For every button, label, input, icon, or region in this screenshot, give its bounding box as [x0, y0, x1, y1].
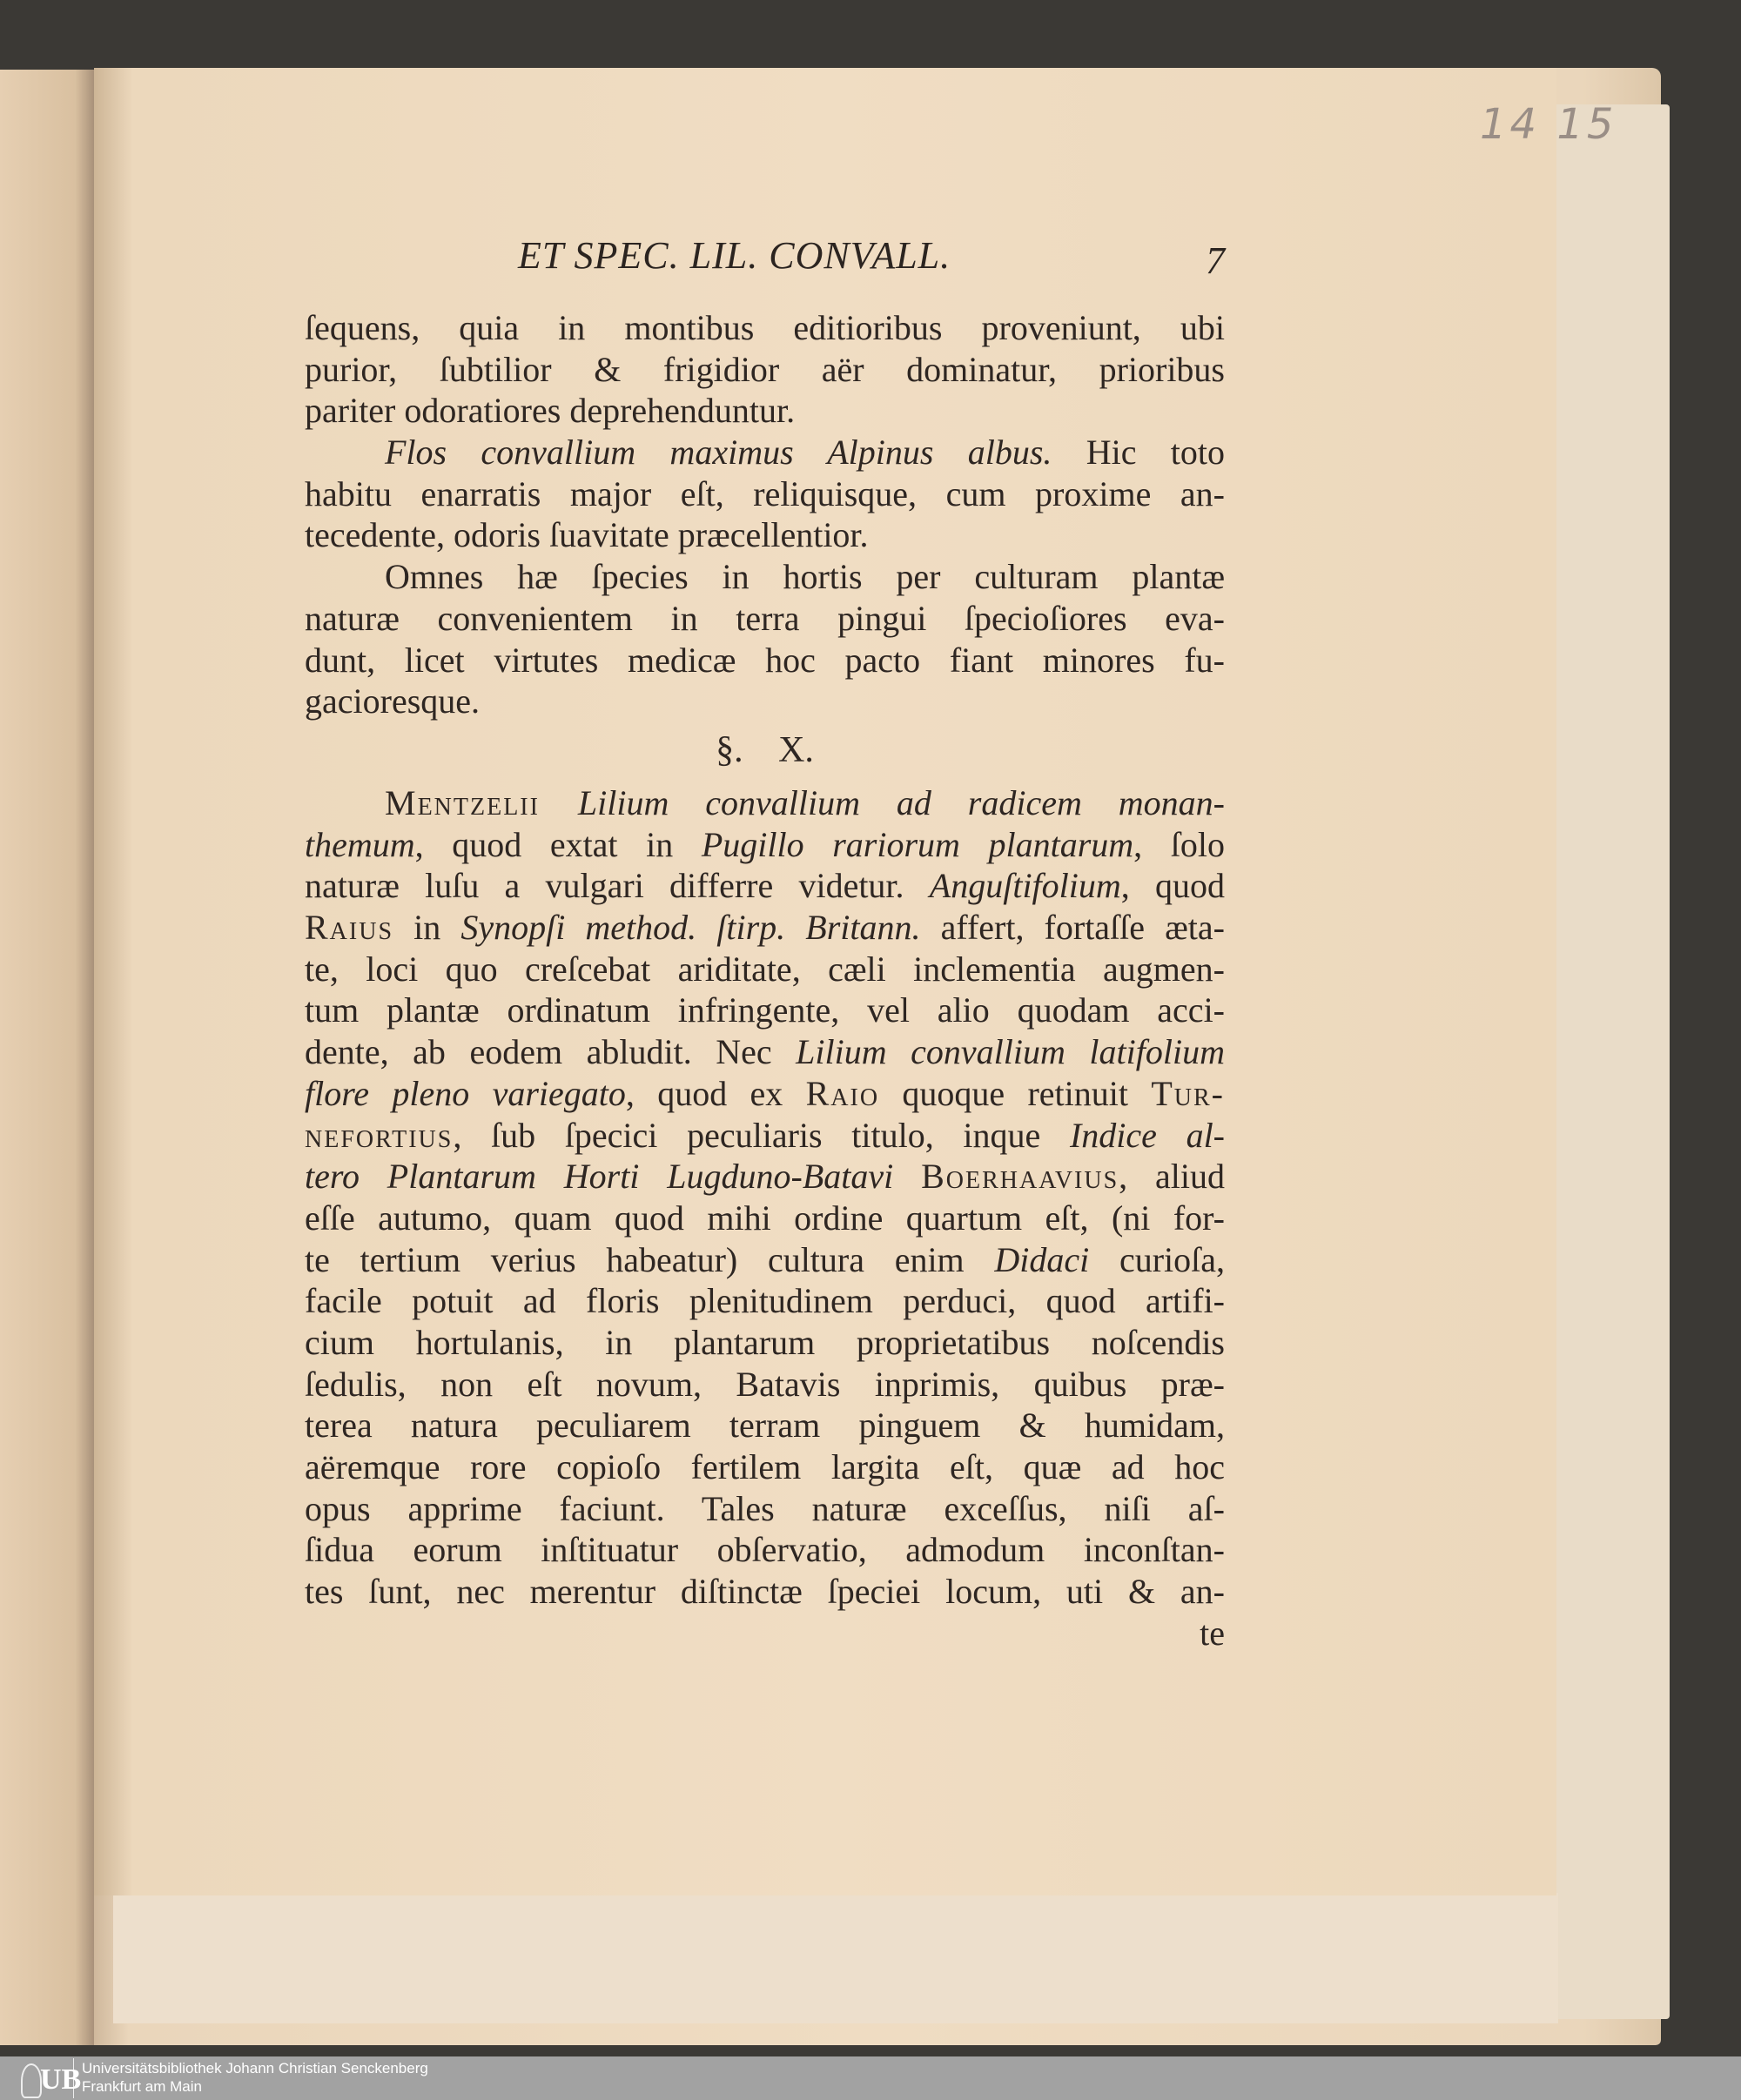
text-run: , quod extat in [414, 824, 702, 864]
text-run: te, loci quo creſcebat ariditate, cæli inclementia augmen- [305, 949, 1225, 989]
running-head [305, 233, 1225, 282]
text-line [305, 1156, 1225, 1198]
text-run: tum plantæ ordinatum infringente, vel alio quodam acci- [305, 990, 1225, 1030]
small-caps-name: Raio [805, 1073, 880, 1113]
italic-text: Lilium convallium ad radicem monan- [577, 783, 1226, 822]
text-line [305, 1446, 1225, 1488]
text-line [305, 1239, 1225, 1281]
text-run: aëremque rore copioſo fertilem largita eſt, quæ ad hoc [305, 1447, 1225, 1486]
small-caps-name: Boerhaavius [921, 1157, 1119, 1197]
small-caps-name: Tur- [1151, 1073, 1225, 1113]
text-line [305, 1364, 1225, 1406]
text-run: facile potuit ad floris plenitudinem perduci, quod artifi- [305, 1281, 1225, 1321]
text-run: ſequens, quia in montibus editioribus proveniunt, ubi [305, 308, 1225, 347]
text-run: te tertium verius habeatur) cultura enim [305, 1239, 995, 1279]
text-line [305, 1198, 1225, 1239]
library-footer-bar [0, 2056, 1741, 2100]
text-line [305, 949, 1225, 990]
small-caps-name: nefortius [305, 1115, 454, 1155]
text-run: purior, ſubtilior & frigidior aër dominatur, prioribus [305, 349, 1225, 389]
library-logo [3, 2058, 82, 2098]
previous-page-edge [0, 70, 94, 2045]
handwritten-folio-note: 14 15 [1480, 100, 1617, 149]
text-run: naturæ convenientem in terra pingui ſpecioſiores eva- [305, 598, 1225, 638]
text-run: , ſub ſpecici peculiaris titulo, inque [453, 1115, 1070, 1155]
small-caps-name: Raius [305, 908, 394, 948]
text-line [305, 514, 1225, 556]
section-heading: §. X. [716, 730, 814, 770]
text-line [305, 782, 1225, 824]
text-run: Omnes hæ ſpecies in hortis per culturam plantæ [385, 557, 1225, 597]
running-head-title: ET SPEC. LIL. CONVALL. [518, 234, 951, 277]
portrait-icon [21, 2063, 42, 2098]
text-line [305, 1073, 1225, 1115]
italic-text: tero Plantarum Horti Lugduno-Batavi [305, 1157, 894, 1197]
text-run [893, 1157, 921, 1196]
italic-text: Synopſi method. ſtirp. Britann. [460, 908, 921, 948]
small-caps-name: Mentzelii [385, 783, 578, 822]
text-run: dunt, licet virtutes medicæ hoc pacto fiant minores fu- [305, 640, 1225, 680]
text-line [305, 990, 1225, 1031]
text-run: , aliud [1119, 1157, 1225, 1197]
text-line [305, 1405, 1225, 1446]
text-line [305, 1488, 1225, 1530]
text-run: ſedulis, non eſt novum, Batavis inprimis, quibus præ- [305, 1364, 1225, 1404]
text-run: habitu enarratis major eſt, reliquisque, cum proxime an- [305, 473, 1225, 513]
text-line [305, 824, 1225, 866]
text-run: terea natura peculiarem terram pinguem & humidam, [305, 1406, 1225, 1446]
text-run: curioſa, [1089, 1239, 1225, 1279]
italic-text: Flos convallium maximus Alpinus albus. [385, 433, 1052, 473]
italic-text: Pugillo rariorum plantarum [701, 824, 1134, 864]
text-run: dente, ab eodem abludit. Nec [305, 1032, 797, 1072]
text-run: affert, fortaſſe æta- [920, 908, 1225, 948]
text-run: opus apprime faciunt. Tales naturæ exceſſus, niſi aſ- [305, 1488, 1225, 1528]
text-line [305, 307, 1225, 349]
text-run: tes ſunt, nec merentur diſtinctæ ſpeciei locum, uti & an- [305, 1572, 1225, 1612]
library-name: Universitätsbibliothek Johann Christian Senckenberg [82, 2060, 428, 2077]
text-line [305, 473, 1225, 515]
italic-text: themum [305, 824, 415, 864]
text-run: , quod ex [625, 1073, 806, 1113]
text-line [305, 556, 1225, 598]
text-line [305, 865, 1225, 907]
text-line [305, 1571, 1225, 1613]
italic-text: flore pleno variegato [305, 1073, 626, 1113]
text-line [305, 390, 1225, 432]
text-run: , quod [1120, 866, 1226, 906]
text-line [305, 640, 1225, 681]
text-run: , ſolo [1133, 824, 1225, 864]
text-line [305, 432, 1225, 473]
text-line [305, 907, 1225, 949]
text-run: eſſe autumo, quam quod mihi ordine quartum eſt, (ni for- [305, 1198, 1225, 1238]
text-run: tecedente, odoris ſuavitate præcellentior. [305, 515, 869, 555]
italic-text: Didaci [994, 1239, 1090, 1279]
text-run: quoque retinuit [879, 1073, 1152, 1113]
library-location: Frankfurt am Main [82, 2078, 202, 2095]
text-line [305, 349, 1225, 391]
text-line [305, 1280, 1225, 1322]
page-stack-edge [1549, 104, 1670, 2019]
text-line [305, 1031, 1225, 1073]
text-line [305, 1529, 1225, 1571]
text-line [305, 1613, 1225, 1654]
text-run: te [1200, 1613, 1225, 1653]
italic-text: Lilium convallium latifolium [796, 1032, 1225, 1072]
text-run: pariter odoratiores deprehenduntur. [305, 391, 796, 431]
text-line [305, 1115, 1225, 1157]
text-run: cium hortulanis, in plantarum proprietatibus noſcendis [305, 1322, 1225, 1362]
text-run: gacioresque. [305, 681, 481, 721]
paragraph-block-2 [305, 782, 1225, 1654]
italic-text: Indice al- [1069, 1115, 1226, 1155]
text-run: naturæ luſu a vulgari differre videtur. [305, 866, 930, 906]
italic-text: Anguſtifolium [929, 866, 1121, 906]
paragraph-block-1 [305, 307, 1225, 722]
page-number: 7 [1206, 239, 1225, 282]
text-line [305, 598, 1225, 640]
text-line [305, 1322, 1225, 1364]
text-line [305, 681, 1225, 722]
page-bottom-edge [113, 1893, 1558, 2023]
text-run: Hic toto [1052, 433, 1225, 473]
logo-text: UB [40, 2063, 82, 2096]
text-run: in [393, 908, 461, 948]
text-run: ſidua eorum inſtituatur obſervatio, admodum inconſtan- [305, 1530, 1225, 1570]
